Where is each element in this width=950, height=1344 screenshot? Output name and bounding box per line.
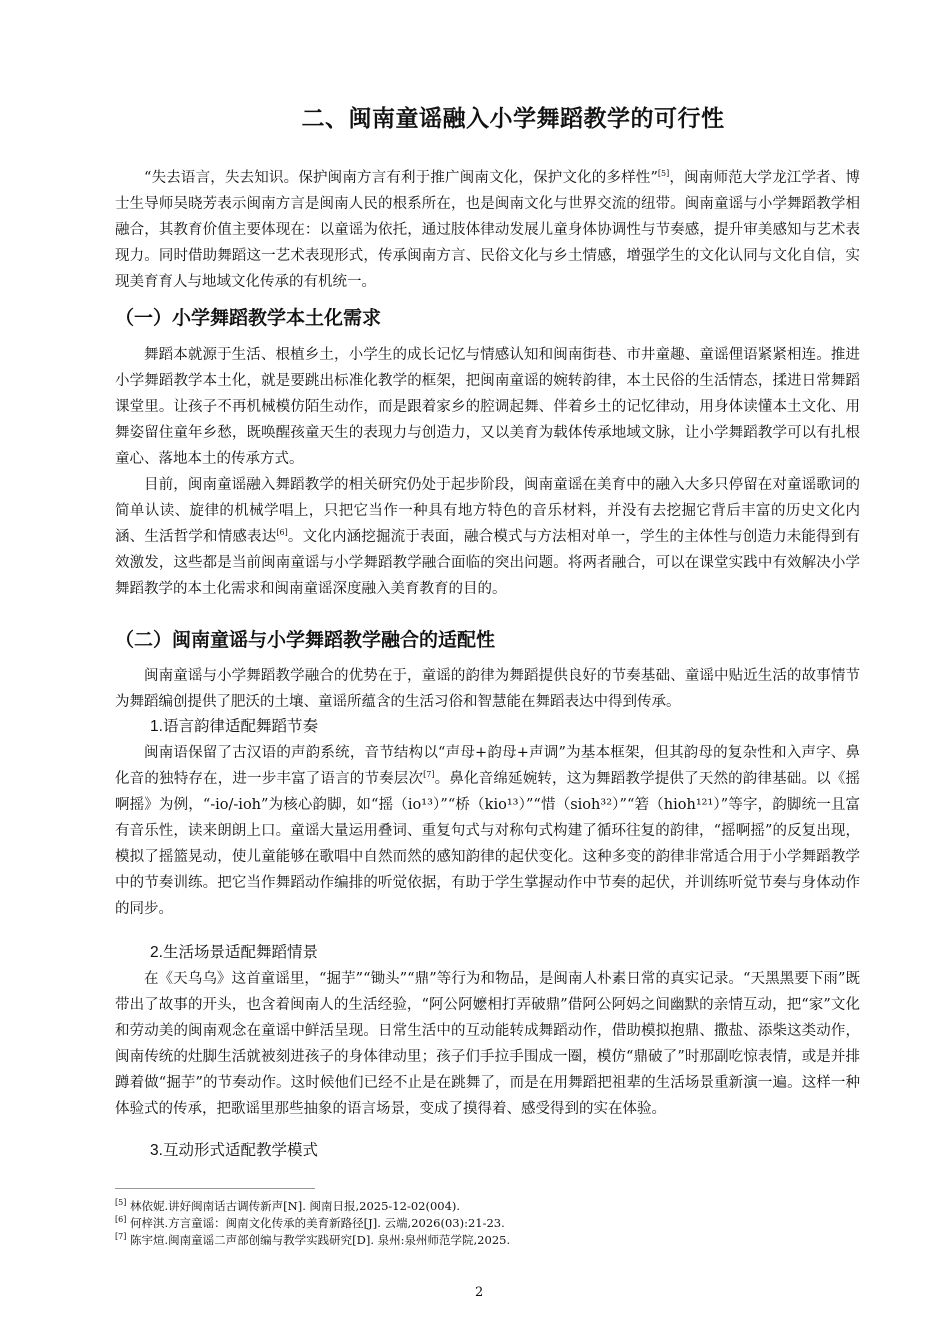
item-heading-2: 2.生活场景适配舞蹈情景	[150, 943, 318, 961]
citation-6: [6]	[276, 528, 288, 538]
intro-quote: “失去语言，失去知识。保护闽南方言有利于推广闽南文化，保护文化的多样性”	[144, 170, 658, 186]
item-heading-3: 3.互动形式适配教学模式	[150, 1141, 318, 1159]
paragraph: 舞蹈本就源于生活、根植乡土，小学生的成长记忆与情感认知和闽南街巷、市井童趣、童谣俚语紧紧相连。推进小学舞蹈教学本土化，就是要跳出标准化教学的框架，把闽南童谣的婉转韵律，本土民俗的生活情态，揉进日常舞蹈课堂里。让孩子不再机械模仿陌生动作，而是跟着家乡的腔调起舞、伴着乡土的记忆律动，用身体读懂本土文化、用舞姿留住童年乡愁，既唤醒孩童天生的表现力与创造力，又以美育为载体传承地域文脉，让小学舞蹈教学可以有扎根童心、落地本土的传承方式。	[115, 347, 860, 467]
subsection-2-intro	[115, 663, 860, 715]
paragraph: 在《天乌乌》这首童谣里，“掘芋”“锄头”“鼎”等行为和物品，是闽南人朴素日常的真实记录。“天黑黑要下雨”既带出了故事的开头，也含着闽南人的生活经验，“阿公阿嬷相打弄破鼎”借阿公阿妈之间幽默的亲情互动，把“家”文化和劳动美的闽南观念在童谣中鲜活呈现。日常生活中的互动能转成舞蹈动作，借助模拟抱鼎、撒盐、添柴这类动作，闽南传统的灶脚生活就被刻进孩子的身体律动里；孩子们手拉手围成一圈，模仿“鼎破了”时那副吃惊表情，或是并排蹲着做“掘芋”的节奏动作。这时候他们已经不止是在跳舞了，而是在用舞蹈把祖辈的生活场景重新演一遍。这样一种体验式的传承，把歌谣里那些抽象的语言场景，变成了摸得着、感受得到的实在体验。	[115, 971, 860, 1117]
citation-5: [5]	[657, 169, 670, 179]
intro-paragraph	[115, 165, 860, 295]
intro-body: ，闽南师范大学龙江学者、博士生导师吴晓芳表示闽南方言是闽南人民的根系所在，也是闽南文化与世界交流的纽带。闽南童谣与小学舞蹈教学相融合，其教育价值主要体现在：以童谣为依托，通过肢体律动发展儿童身体协调性与节奏感，提升审美感知与艺术表现力。同时借助舞蹈这一艺术表现形式，传承闽南方言、民俗文化与乡土情感，增强学生的文化认同与文化自信，实现美育育人与地域文化传承的有机统一。	[115, 170, 861, 290]
subsection-heading-2: （二）闽南童谣与小学舞蹈教学融合的适配性	[115, 629, 496, 651]
footnote: [7] 陈宇煊.闽南童谣二声部创编与教学实践研究[D]. 泉州:泉州师范学院,2025.	[115, 1232, 511, 1247]
paragraph: 闽南语保留了古汉语的声韵系统，音节结构以“声母+韵母+声调”为基本框架，但其韵母的复杂性和入声字、鼻化音的独特存在，进一步丰富了语言的节奏层次[7]。鼻化音绵延婉转，这为舞蹈教学提供了天然的韵律基础。以《摇啊摇》为例，“-io/-ioh”为核心韵脚，如“摇（io¹³）”“桥（kio¹³）”“惜（sioh³²）”“箬（hioh¹²¹）”等字，韵脚统一且富有音乐性，读来朗朗上口。童谣大量运用叠词、重复句式与对称句式构建了循环往复的韵律，“摇啊摇”的反复出现，模拟了摇篮晃动，使儿童能够在歌唱中自然而然的感知韵律的起伏变化。这种多变的韵律非常适合用于小学舞蹈教学中的节奏训练。把它当作舞蹈动作编排的听觉依据，有助于学生掌握动作中节奏的起伏，并训练听觉节奏与身体动作的同步。	[115, 745, 861, 917]
subsection-1-body	[115, 342, 860, 602]
subsection-heading-1: （一）小学舞蹈教学本土化需求	[115, 307, 382, 329]
paragraph: 目前，闽南童谣融入舞蹈教学的相关研究仍处于起步阶段，闽南童谣在美育中的融入大多只停留在对童谣歌词的简单认读、旋律的机械学唱上，只把它当作一种具有地方特色的音乐材料，并没有去挖掘它背后丰富的历史文化内涵、生活哲学和情感表达[6]。文化内涵挖掘流于表面，融合模式与方法相对单一，学生的主体性与创造力未能得到有效激发，这些都是当前闽南童谣与小学舞蹈教学融合面临的突出问题。将两者融合，可以在课堂实践中有效解决小学舞蹈教学的本土化需求和闽南童谣深度融入美育教育的目的。	[115, 477, 860, 597]
paragraph: 闽南童谣与小学舞蹈教学融合的优势在于，童谣的韵律为舞蹈提供良好的节奏基础、童谣中贴近生活的故事情节为舞蹈编创提供了肥沃的土壤、童谣所蕴含的生活习俗和智慧能在舞蹈表达中得到传承。	[115, 668, 860, 710]
footnote: [5] 林依妮.讲好闽南话古调传新声[N]. 闽南日报,2025-12-02(004).	[115, 1198, 461, 1213]
section-title: 二、闽南童谣融入小学舞蹈教学的可行性	[301, 106, 725, 132]
item-heading-1: 1.语言韵律适配舞蹈节奏	[150, 717, 318, 735]
item-1-body	[115, 740, 860, 922]
citation-7: [7]	[423, 770, 435, 780]
footnotes	[115, 1198, 860, 1249]
footnote-divider	[115, 1188, 315, 1189]
footnote: [6] 何梓淇.方言童谣：闽南文化传承的美育新路径[J]. 云端,2026(03):21-23.	[115, 1215, 505, 1230]
page-number: 2	[475, 1285, 484, 1300]
item-2-body	[115, 966, 860, 1122]
